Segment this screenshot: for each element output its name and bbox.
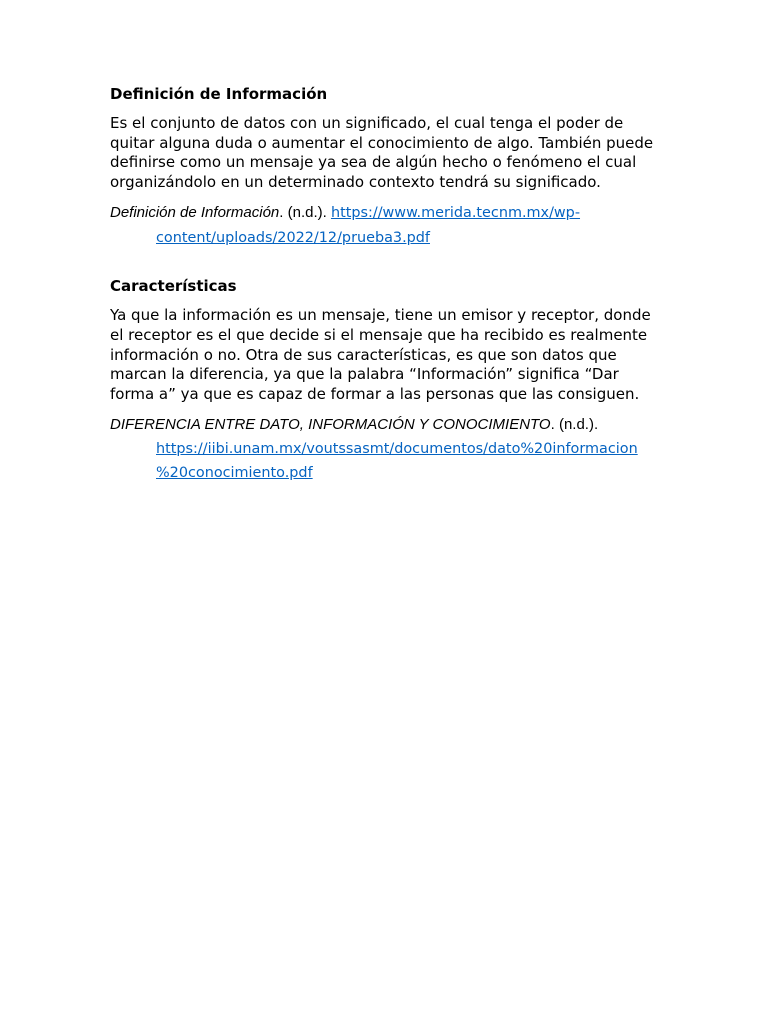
document-page [110, 84, 658, 486]
reference-date: . (n.d.). [279, 204, 331, 222]
reference-date: . (n.d.). [550, 416, 599, 434]
reference-link-line2: content/uploads/2022/12/prueba3.pdf [156, 229, 430, 246]
reference-link[interactable] [156, 441, 638, 482]
section-spacer [110, 250, 658, 276]
section-heading: Definición de Información [110, 85, 328, 103]
section-heading: Características [110, 277, 237, 296]
section-paragraph: Ya que la información es un mensaje, tiene un emisor y receptor, donde el receptor es el que decide si el mensaje que ha recibido es realmente información o no. Otra de sus características, es que son datos que marcan la diferencia, ya que la palabra “Información” significa “Dar forma a” ya que es capaz de formar a las personas que las consiguen. [110, 306, 651, 403]
reference-link-line1: https://www.merida.tecnm.mx/wp- [330, 205, 581, 222]
section-definicion [110, 84, 658, 250]
section-caracteristicas [110, 276, 658, 485]
reference-title: DIFERENCIA ENTRE DATO, INFORMACIÓN Y CONOCIMIENTO [110, 416, 551, 434]
section-paragraph: Es el conjunto de datos con un significado, el cual tenga el poder de quitar alguna duda o aumentar el conocimiento de algo. También puede definirse como un mensaje ya sea de algún hecho o fenómeno el cual organizándolo en un determinado contexto tendrá su significado. [110, 114, 654, 191]
reference-citation [110, 413, 658, 486]
reference-title: Definición de Información [110, 204, 280, 222]
reference-link-line1: https://iibi.unam.mx/voutssasmt/documentos/dato%20informacion [156, 440, 638, 457]
reference-citation [110, 201, 658, 250]
reference-link-line2: %20conocimiento.pdf [156, 465, 313, 482]
